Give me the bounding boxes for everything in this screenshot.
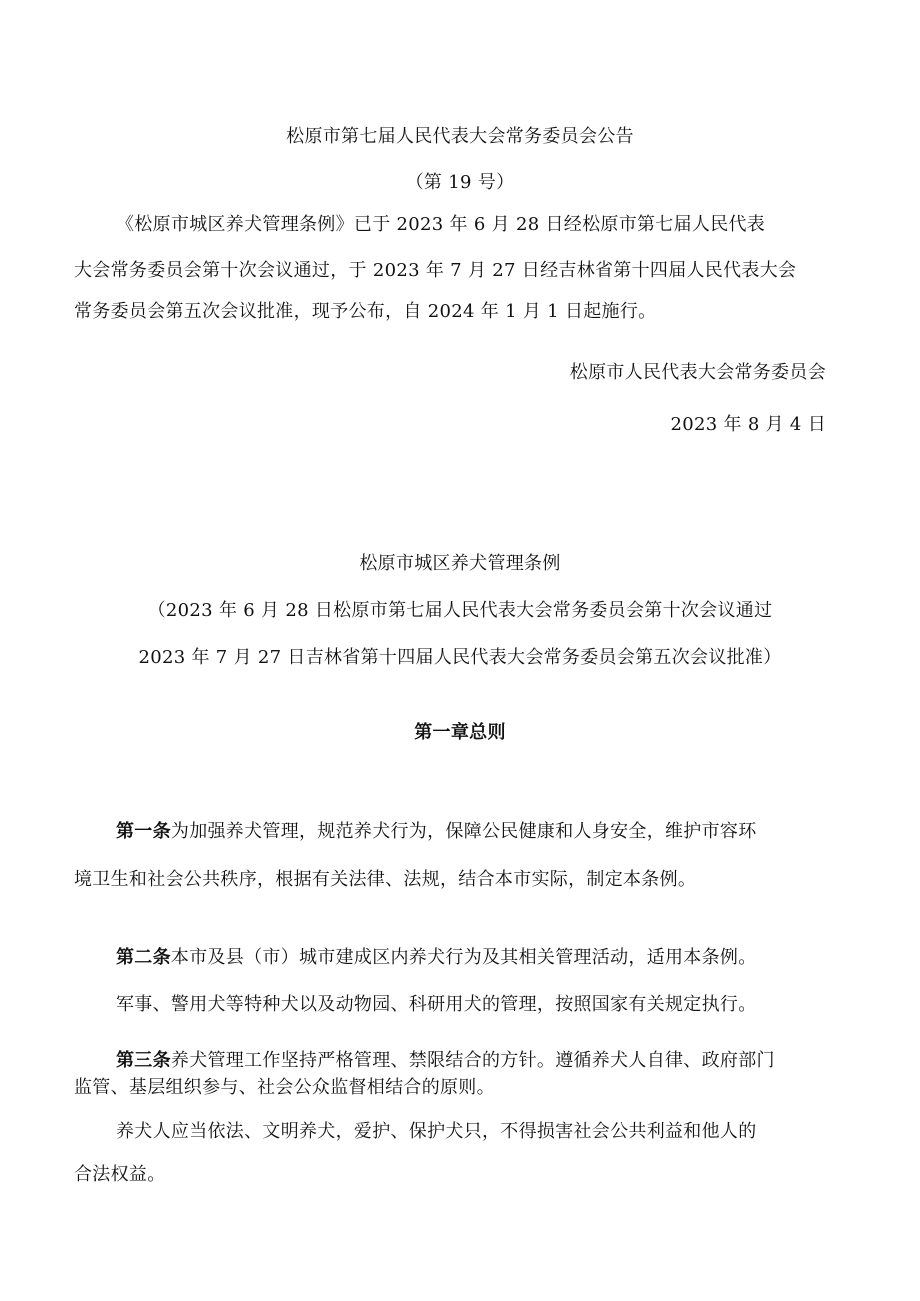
article-2 xyxy=(116,946,757,970)
announcement-title: 松原市第七届人民代表大会常务委员会公告 xyxy=(286,126,634,147)
chapter-title: 第一章总则 xyxy=(414,722,506,743)
article-1 xyxy=(116,820,757,844)
article-text-line: 军事、警用犬等特种犬以及动物园、科研用犬的管理，按照国家有关规定执行。 xyxy=(116,994,757,1015)
regulation-note-line: （2023 年 6 月 28 日松原市第七届人民代表大会常务委员会第十次会议通过 xyxy=(147,600,773,621)
announcement-body-line: 《松原市城区养犬管理条例》已于 2023 年 6 月 28 日经松原市第七届人民代表 xyxy=(116,214,766,235)
regulation-note-line: 2023 年 7 月 27 日吉林省第十四届人民代表大会常务委员会第五次会议批准） xyxy=(138,647,782,668)
article-text: 养犬管理工作坚持严格管理、禁限结合的方针。遵循养犬人自律、政府部门 xyxy=(170,1050,775,1071)
article-text: 本市及县（市）城市建成区内养犬行为及其相关管理活动，适用本条例。 xyxy=(170,947,757,968)
announcement-body-line: 常务委员会第五次会议批准，现予公布，自 2024 年 1 月 1 日起施行。 xyxy=(74,301,657,322)
article-text: 为加强养犬管理，规范养犬行为，保障公民健康和人身安全，维护市容环 xyxy=(170,821,757,842)
article-text-line: 养犬人应当依法、文明养犬，爱护、保护犬只，不得损害社会公共利益和他人的 xyxy=(116,1121,757,1142)
regulation-title: 松原市城区养犬管理条例 xyxy=(359,553,561,574)
announcement-date: 2023 年 8 月 4 日 xyxy=(670,414,826,435)
announcement-issuer: 松原市人民代表大会常务委员会 xyxy=(569,362,826,383)
announcement-number: （第 19 号） xyxy=(405,172,515,193)
article-3 xyxy=(116,1049,775,1073)
article-label: 第二条 xyxy=(116,947,171,968)
article-text-line: 境卫生和社会公共秩序，根据有关法律、法规，结合本市实际，制定本条例。 xyxy=(74,869,697,890)
article-label: 第三条 xyxy=(116,1050,171,1071)
article-text-line: 监管、基层组织参与、社会公众监督相结合的原则。 xyxy=(74,1077,495,1098)
article-text-line: 合法权益。 xyxy=(74,1164,166,1185)
article-label: 第一条 xyxy=(116,821,171,842)
announcement-body-line: 大会常务委员会第十次会议通过，于 2023 年 7 月 27 日经吉林省第十四届人民代表大会 xyxy=(74,260,797,281)
